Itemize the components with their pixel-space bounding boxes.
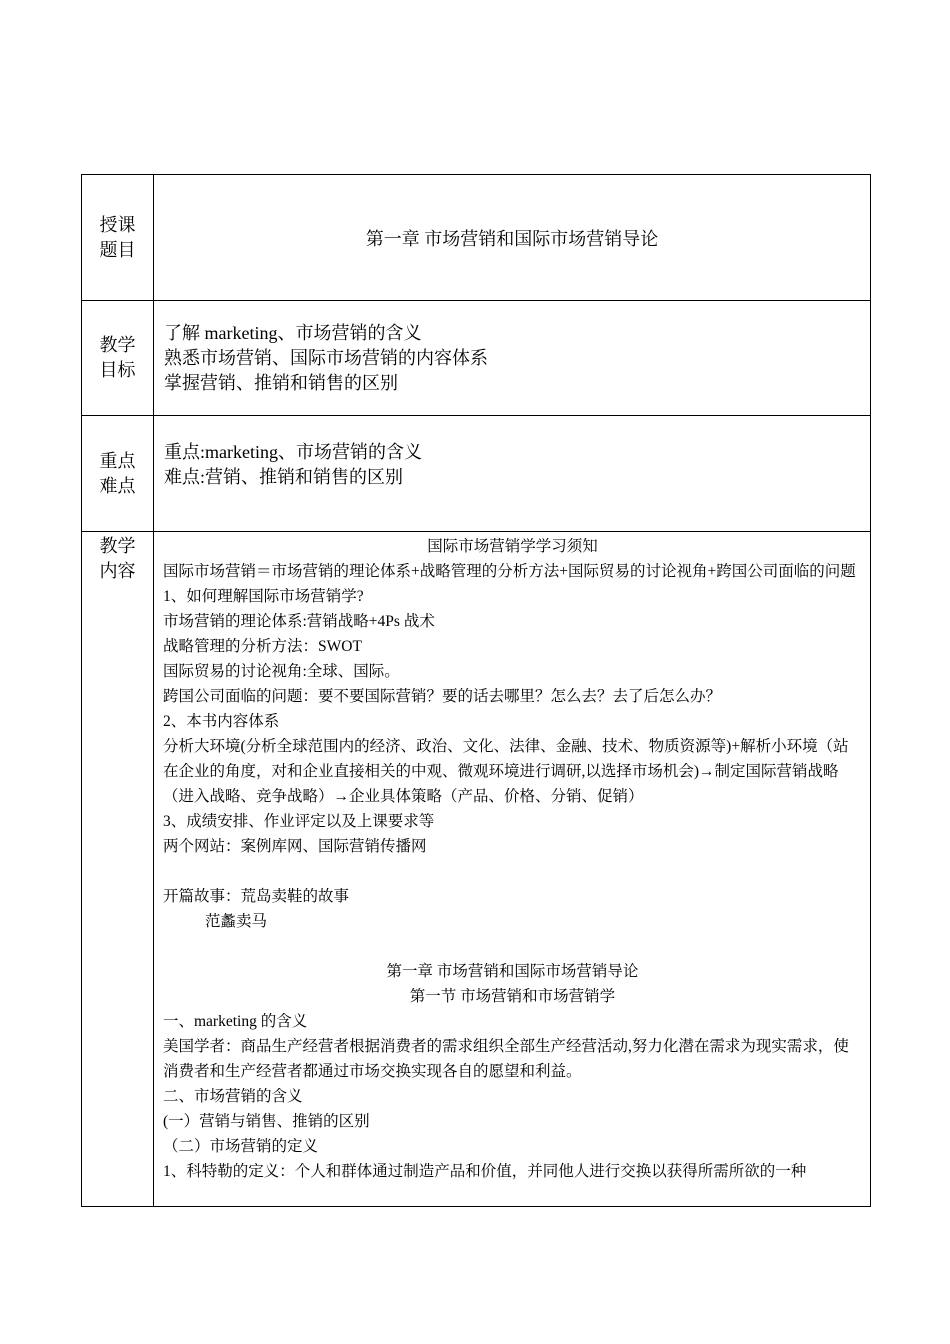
objective-item: 掌握营销、推销和销售的区别 bbox=[164, 372, 398, 393]
content-label-cell bbox=[82, 532, 154, 1207]
content-s2-a: (一）营销与销售、推销的区别 bbox=[163, 1113, 370, 1130]
key-point-item: 难点:营销、推销和销售的区别 bbox=[164, 466, 403, 487]
key-points-label: 重点难点 bbox=[99, 450, 136, 496]
topic-label: 授课题目 bbox=[99, 214, 136, 260]
content-story: 开篇故事：荒岛卖鞋的故事 bbox=[163, 888, 350, 905]
content-s1-text: 美国学者：商品生产经营者根据消费者的需求组织全部生产经营活动,努力化潜在需求为现实需求，使消费者和生产经营者都通过市场交换实现各自的愿望和利益。 bbox=[163, 1038, 849, 1080]
objectives-label-cell bbox=[82, 301, 154, 416]
content-line: 国际贸易的讨论视角:全球、国际。 bbox=[163, 663, 400, 680]
topic-label-cell bbox=[82, 175, 154, 301]
content-line: 战略管理的分析方法：SWOT bbox=[163, 638, 362, 655]
content-websites: 两个网站：案例库网、国际营销传播网 bbox=[163, 838, 427, 855]
content-line: 跨国公司面临的问题：要不要国际营销？要的话去哪里？怎么去？去了后怎么办？ bbox=[163, 688, 722, 705]
content-s2: 二、市场营销的含义 bbox=[163, 1088, 303, 1105]
topic-value: 第一章 市场营销和国际市场营销导论 bbox=[365, 228, 659, 249]
content-story-2: 范蠡卖马 bbox=[205, 913, 268, 930]
content-line: 市场营销的理论体系:营销战略+4Ps 战术 bbox=[163, 613, 435, 630]
topic-value-cell bbox=[154, 175, 871, 301]
objective-item: 了解 marketing、市场营销的含义 bbox=[164, 322, 422, 343]
section-title: 第一节 市场营销和市场营销学 bbox=[409, 988, 616, 1005]
blank-line bbox=[163, 859, 862, 884]
topic-row bbox=[82, 175, 871, 301]
key-point-item: 重点:marketing、市场营销的含义 bbox=[164, 441, 422, 462]
blank-line bbox=[163, 934, 862, 959]
chapter-title: 第一章 市场营销和国际市场营销导论 bbox=[386, 963, 639, 980]
content-q2: 2、本书内容体系 bbox=[163, 713, 280, 730]
content-s2-b: （二）市场营销的定义 bbox=[163, 1138, 319, 1155]
objective-item: 熟悉市场营销、国际市场营销的内容体系 bbox=[164, 347, 488, 368]
content-q3: 3、成绩安排、作业评定以及上课要求等 bbox=[163, 813, 435, 830]
content-cell bbox=[154, 532, 871, 1207]
content-q1: 1、如何理解国际市场营销学? bbox=[163, 588, 364, 605]
content-s1: 一、marketing 的含义 bbox=[163, 1013, 308, 1030]
content-s2-c: 1、科特勒的定义：个人和群体通过制造产品和价值，并同他人进行交换以获得所需所欲的一种 bbox=[163, 1163, 807, 1180]
content-label: 教学内容 bbox=[99, 536, 136, 581]
objectives-row bbox=[82, 301, 871, 416]
content-row bbox=[82, 532, 871, 1207]
key-points-row bbox=[82, 416, 871, 532]
content-heading: 国际市场营销学学习须知 bbox=[427, 538, 598, 555]
key-points-label-cell bbox=[82, 416, 154, 532]
content-q2-text: 分析大环境(分析全球范围内的经济、政治、文化、法律、金融、技术、物质资源等)+解析小环境（站在企业的角度，对和企业直接相关的中观、微观环境进行调研,以选择市场机会)→制定国际营销战略（进入战略、竞争战略）→企业具体策略（产品、价格、分销、促销） bbox=[163, 738, 849, 805]
objectives-label: 教学目标 bbox=[99, 335, 136, 380]
key-points-cell bbox=[154, 416, 871, 532]
objectives-cell bbox=[154, 301, 871, 416]
content-intro: 国际市场营销＝市场营销的理论体系+战略管理的分析方法+国际贸易的讨论视角+跨国公司面临的问题 bbox=[163, 563, 856, 580]
lesson-plan-table bbox=[81, 174, 871, 1207]
